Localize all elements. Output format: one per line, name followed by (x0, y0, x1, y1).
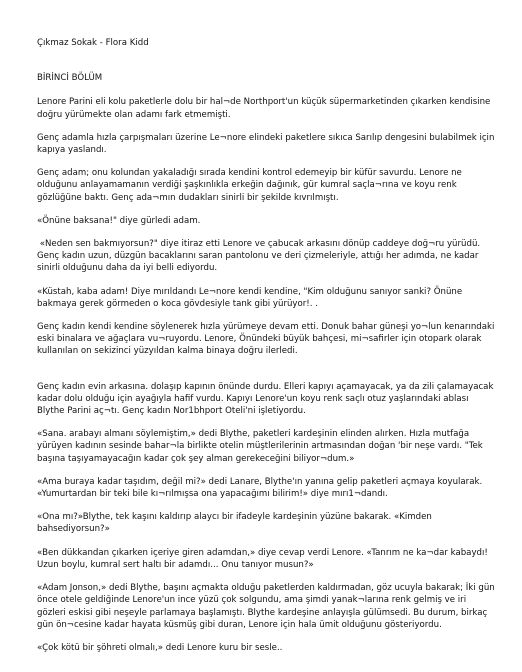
paragraph: «Ama buraya kadar taşıdım, değil mi?» dedi Lanare, Blythe'ın yanına gelip paketleri açmaya koyularak. «Yumurtardan bir teki bile kı¬rılmışsa ona yapacağımı bilirim!» diye mırı1¬dandı. (37, 476, 483, 500)
paragraph: «Önüne baksana!" diye gürledi adam. (37, 215, 201, 226)
paragraph: «Çok kötü bir şöhreti olmalı,» dedi Lenore kuru bir sesle.. (37, 642, 283, 653)
paragraph: «Sana. arabayı almanı söylemiştim,» dedi Blythe, paketleri kardeşinin elinden alırken. Hızla mutfağa yürüyen kadının sesinde bahar¬la birlikte otelin müştlerilerinin artmasından doğan 'bir neşe vardı. "Tek başına taşıyamayacağın kadar çok şey alman gerekeceğini biliyor¬dum.» (37, 429, 483, 464)
paragraph: Genç adamla hızla çarpışmaları üzerine Le¬nore elindeki paketlere sıkıca Sarılıp dengesini bulabilmek için kapıya yaslandı. (37, 132, 495, 156)
paragraph: «Ona mı?»Blythe, tek kaşını kaldırıp alaycı bir ifadeyle kardeşinin yüzüne bakarak. «Kimden bahsediyorsun?» (37, 512, 432, 535)
paragraph: Lenore Parini eli kolu paketlerle dolu bir hal¬de Northport'un küçük süpermarketinden çıkarken kendisine doğru yürümekte olan adamı fark etmemişti. (37, 97, 491, 120)
paragraph: «Küstah, kaba adam! Diye mırıldandı Le¬nore kendi kendine, "Kim olduğunu sanıyor sanki? Önüne bakmaya gerek görmeden o koca gövdesiyle tank gibi yürüyor!. . (37, 286, 463, 309)
book-title: Çıkmaz Sokak - Flora Kidd (37, 38, 149, 48)
paragraph: Genç adam; onu kolundan yakaladığı sırada kendini kontrol edemeyip bir küfür savurdu. Lenore ne olduğunu anlayamamanın verdiği şaşkınlıkla erkeğin dağınık, gür kumral saçla¬rına ve koyu renk gözlüğüne baktı. Genç ada¬mın dudakları sinirli bir şekilde kıvrılmıştı. (37, 168, 462, 203)
paragraph: «Neden sen bakmıyorsun?" diye itiraz etti Lenore ve çabucak arkasını dönüp caddeye doğ¬ru yürüdü. Genç kadın uzun, düzgün bacaklarını saran pantolonu ve deri çizmeleriyle, attığı her adımda, ne kadar sinirli olduğunu daha da iyi belli ediyordu. (37, 239, 483, 274)
paragraph: «Ben dükkandan çıkarken içeriye giren adamdan,» diye cevap verdi Lenore. «Tanrım ne ka¬dar kabaydı! Uzun boylu, kumral sert haltı bir adamdı... Onu tanıyor musun?» (37, 547, 488, 570)
chapter-heading: BİRİNCİ BÖLÜM (37, 73, 103, 84)
paragraph: Genç kadın kendi kendine söylenerek hızla yürümeye devam etti. Donuk bahar güneşi yo¬lun kenarındaki eski binalara ve ağaçlara vu¬ruyordu. Lenore, Önündeki büyük bahçesi, mi¬safirler için otopark olarak kullanılan on sekizinci yüzyıldan kalma binaya doğru ilerledi. (37, 322, 495, 357)
paragraph: «Adam Jonson,» dedi Blythe, başını açmakta olduğu paketlerden kaldırmadan, göz ucuyla bakarak; İki gün önce otele geldiğinde Lenore'un ince yüzü çok solgundu, ama şimdi yanak¬larına renk gelmiş ve iri gözleri eskisi gibi neşeyle parlamaya başlamıştı. Blythe kardeşine anlayışla gülümsedi. Bu durum, birkaç gün ön¬cesine kadar hayata küsmüş gibi duran, Lenore için hala ümit olduğunu gösteriyordu. (37, 583, 495, 630)
paragraph: Genç kadın evin arkasına. dolaşıp kapının önünde durdu. Elleri kapıyı açamayacak, ya da zili çalamayacak kadar dolu olduğu için ayağıyla hafif vurdu. Kapıyı Lenore'un koyu renk saçlı otuz yaşlarındaki ablası Blythe Parini aç¬tı. Genç kadın Nor1bhport Oteli'ni işletiyordu. (37, 381, 494, 417)
